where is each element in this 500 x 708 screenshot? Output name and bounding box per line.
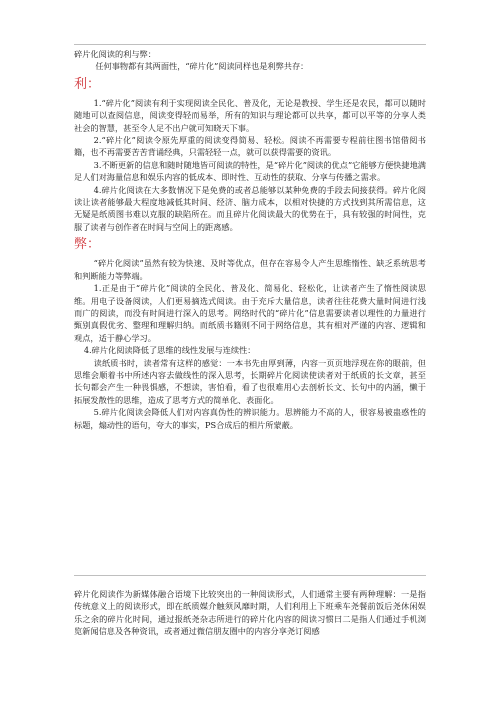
header-rule (74, 44, 426, 45)
intro-line: 任何事物都有其两面性，“碎片化”阅读同样也是利弊共存： (95, 61, 309, 72)
cons-heading: 弊： (74, 237, 101, 253)
pros-item-3: 3.不断更新的信息和随时随地皆可阅读的特性，是“碎片化”阅读的优点”它能够方便快捷地满足人们对海量信息和娱乐内容的低成本、即时性、互动性的获取、分享与传播之需求。 (74, 159, 426, 183)
lower-paragraph: 碎片化阅读作为新媒体融合语境下比较突出的一种阅读形式，人们通常主要有两种理解：一是指传统意义上的阅读形式，即在纸质媒介触须风靡时期，人们利用上下班乘车尧餐前饭后尧休闲娱乐之余的碎片化时间，通过报纸尧杂志所进行的碎片化内容的阅读习惯曰二是指人们通过手机浏览新闻信息及各种资讯，或者通过微信朋友圈中的内容分享尧订阅感 (74, 589, 426, 637)
pros-item-2: 2.“碎片化”阅读令原先厚重的阅读变得简易、轻松。阅读不再需要专程前往图书馆借阅书籍，也不再需要苦苦背诵经典，只需轻轻一点，就可以获得需要的资讯。 (74, 135, 426, 158)
pros-heading: 利： (74, 76, 101, 92)
cons-item-5: 5.碎片化阅读会降低人们对内容真伪性的辨识能力。思辨能力不高的人，很容易被蛊惑性的标题，煽动性的语句，夸大的事实，PS合成后的相片所蒙蔽。 (74, 407, 426, 430)
cons-item-1: 1.正是由于“碎片化”阅读的全民化、普及化、简易化、轻松化，让读者产生了惰性阅读思维。用电子设备阅读，人们更易摘选式阅读。由于充斥大量信息，读者往往花费大量时间进行浅而广的阅读，而没有时间进行深入的思考。网络时代的“碎片化”信息需要读者以理性的力量进行甄别真假优劣、整理和理解归纳。而纸质书籍则不同于网络信息，其有相对严谨的内容、逻辑和观点，适于静心学习。 (74, 283, 426, 343)
pros-item-1: 1.“碎片化”阅读有利于实现阅读全民化、普及化，无论是教授、学生还是农民，都可以随时随地可以查阅信息，阅读变得轻而易举，所有的知识与理论都可以共享，都可以平等的分享人类社会的智慧，甚至令人足不出户就可知晓天下事。 (74, 97, 426, 133)
cons-intro: “碎片化阅读”虽然有较为快速、及时等优点，但存在容易令人产生思维惰性、缺乏系统思考和判断能力等弊端。 (74, 258, 426, 281)
section-rule (74, 575, 426, 576)
lower-content (74, 588, 426, 638)
cons-item-4-body: 读纸质书时，读者常有这样的感觉：一本书先由厚到薄，内容一页页地浮现在你的眼前，但思维会顺着书中所述内容去做线性的深入思考，长期碎片化阅读使读者对于纸质的长文章，甚至长句都会产生一种畏惧感，不想读，害怕看，看了也很难用心去剖析长文、长句中的内涵，懒于拓展发散性的思维，造成了思考方式的简单化、表面化。 (74, 357, 426, 405)
main-content (74, 48, 426, 431)
cons-item-4-heading: 4.碎片化阅读降低了思维的线性发展与连续性： (83, 345, 256, 356)
pros-item-4: 4.碎片化阅读在大多数情况下是免费的或者总能够以某种免费的手段去间接获得。碎片化阅读让读者能够最大程度地减低其时间、经济、脑力成本，以相对快捷的方式找到其所需信息，这无疑是纸质图书难以克服的缺陷所在。而且碎片化阅读最大的优势在于，具有较强的时间性，克服了读者与创作者在时间与空间上的距离感。 (74, 184, 426, 232)
doc-title: 碎片化阅读的利与弊： (74, 49, 156, 59)
